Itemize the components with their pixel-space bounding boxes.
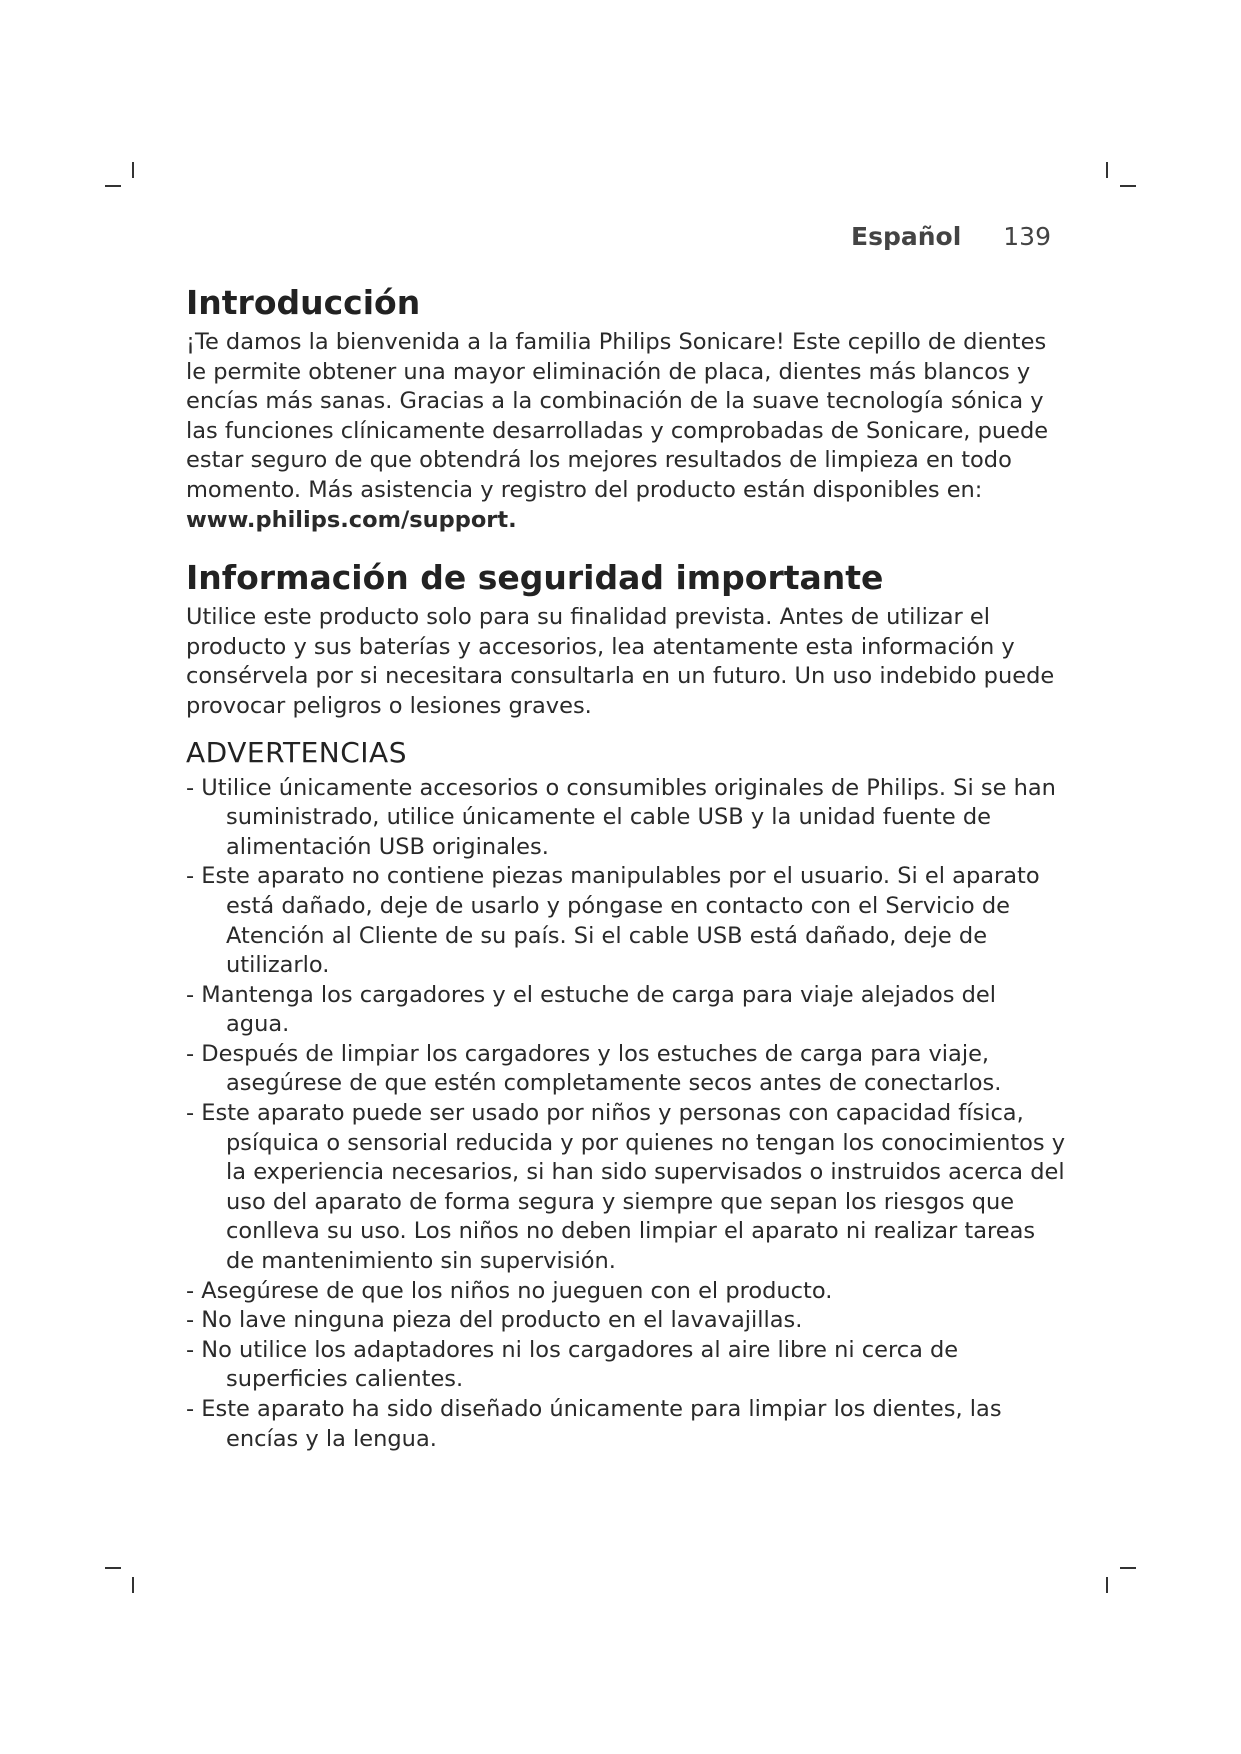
warning-item: - Utilice únicamente accesorios o consumibles originales de Philips. Si se han suministrado, utilice únicamente el cable USB y la unidad fuente de alimentación USB originales. [186, 774, 1066, 863]
page-number: 139 [1003, 222, 1051, 251]
intro-heading: Introducción [186, 283, 421, 322]
warning-item: - Este aparato puede ser usado por niños y personas con capacidad física, psíquica o sensorial reducida y por quienes no tengan los conocimientos y la experiencia necesarios, si han sido supervisados o instruidos acerca del uso del aparato de forma segura y siempre que sepan los riesgos que conlleva su uso. Los niños no deben limpiar el aparato ni realizar tareas de mantenimiento sin supervisión. [186, 1099, 1066, 1277]
warning-item: - Este aparato no contiene piezas manipulables por el usuario. Si el aparato está dañado, deje de usarlo y póngase en contacto con el Servicio de Atención al Cliente de su país. Si el cable USB está dañado, deje de utilizarlo. [186, 862, 1066, 980]
intro-paragraph [186, 328, 1066, 535]
crop-mark-top-left-h [105, 185, 121, 187]
page-content [186, 282, 1066, 1454]
warning-item: - Mantenga los cargadores y el estuche de carga para viaje alejados del agua. [186, 981, 1066, 1040]
header-language: Español [851, 222, 962, 251]
warning-item: - Después de limpiar los cargadores y los estuches de carga para viaje, asegúrese de que estén completamente secos antes de conectarlos. [186, 1040, 1066, 1099]
crop-mark-top-right-v [1106, 162, 1108, 178]
crop-mark-bottom-left-v [132, 1577, 134, 1593]
safety-heading: Información de seguridad importante [186, 558, 884, 598]
crop-mark-top-left-v [132, 162, 134, 178]
crop-mark-bottom-right-v [1106, 1577, 1108, 1593]
crop-mark-bottom-right-h [1120, 1567, 1136, 1569]
warnings-heading: ADVERTENCIAS [186, 735, 407, 769]
warning-item: - Asegúrese de que los niños no jueguen con el producto. [186, 1277, 1066, 1307]
safety-paragraph: Utilice este producto solo para su finalidad prevista. Antes de utilizar el producto y sus baterías y accesorios, lea atentamente esta información y consérvela por si necesitara consultarla en un futuro. Un uso indebido puede provocar peligros o lesiones graves. [186, 604, 1055, 719]
crop-mark-bottom-left-h [105, 1567, 121, 1569]
intro-body: ¡Te damos la bienvenida a la familia Philips Sonicare! Este cepillo de dientes le permite obtener una mayor eliminación de placa, dientes más blancos y encías más sanas. Gracias a la combinación de la suave tecnología sónica y las funciones clínicamente desarrolladas y comprobadas de Sonicare, puede estar seguro de que obtendrá los mejores resultados de limpieza en todo momento. Más asistencia y registro del producto están disponibles en: [186, 329, 1049, 503]
warning-item: - No utilice los adaptadores ni los cargadores al aire libre ni cerca de superficies calientes. [186, 1336, 1066, 1395]
warning-item: - Este aparato ha sido diseñado únicamente para limpiar los dientes, las encías y la lengua. [186, 1395, 1066, 1454]
warnings-list [186, 774, 1066, 1455]
warning-item: - No lave ninguna pieza del producto en el lavavajillas. [186, 1306, 1066, 1336]
support-link[interactable]: www.philips.com/support. [186, 506, 517, 533]
running-header [851, 222, 1051, 251]
crop-mark-top-right-h [1120, 185, 1136, 187]
